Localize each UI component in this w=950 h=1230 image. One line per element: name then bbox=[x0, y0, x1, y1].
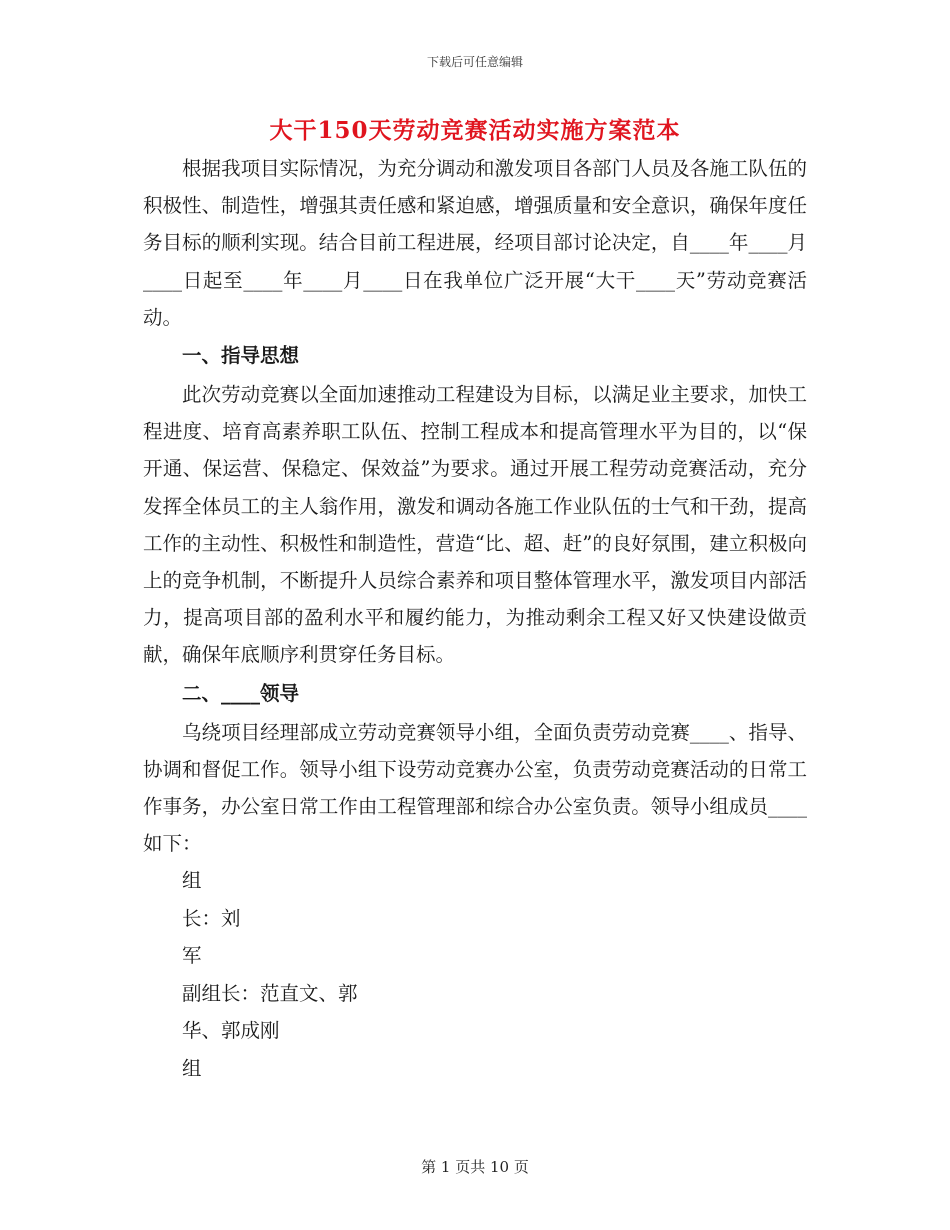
member-line: 副组长：范直文、郭 bbox=[182, 981, 358, 1005]
document-title: 大干150天劳动竞赛活动实施方案范本 bbox=[269, 117, 681, 144]
member-line: 组 bbox=[182, 869, 202, 893]
section-1-paragraph: 此次劳动竞赛以全面加速推动工程建设为目标，以满足业主要求，加快工程进度、培育高素养职工队伍、控制工程成本和提高管理水平为目的，以“保开通、保运营、保稳定、保效益”为要求。通过开展工程劳动竞赛活动，充分发挥全体员工的主人翁作用，激发和调动各施工作业队伍的士气和干劲，提高工作的主动性、积极性和制造性，营造“比、超、赶”的良好氛围，建立积极向上的竞争机制，不断提升人员综合素养和项目整体管理水平，激发项目内部活力，提高项目部的盈利水平和履约能力，为推动剩余工程又好又快建设做贡献，确保年底顺序利贯穿任务目标。 bbox=[143, 383, 807, 667]
section-1-heading: 一、指导思想 bbox=[182, 344, 300, 368]
document-body bbox=[143, 150, 807, 1087]
page-footer: 第 1 页共 10 页 bbox=[421, 1158, 529, 1176]
member-line: 长：刘 bbox=[182, 906, 241, 930]
member-line: 组 bbox=[182, 1056, 202, 1080]
member-line: 华、郭成刚 bbox=[182, 1019, 280, 1043]
header-note: 下载后可任意编辑 bbox=[426, 55, 523, 69]
intro-paragraph: 根据我项目实际情况，为充分调动和激发项目各部门人员及各施工队伍的积极性、制造性，增强其责任感和紧迫感，增强质量和安全意识，确保年度任务目标的顺利实现。结合目前工程进展，经项目部讨论决定，自____年____月____日起至____年____月____日在我单位广泛开展“大干____天”劳动竞赛活动。 bbox=[143, 157, 807, 329]
member-line: 军 bbox=[182, 944, 202, 968]
section-2-paragraph: 乌绕项目经理部成立劳动竞赛领导小组，全面负责劳动竞赛____、指导、协调和督促工作。领导小组下设劳动竞赛办公室，负责劳动竞赛活动的日常工作事务，办公室日常工作由工程管理部和综合办公室负责。领导小组成员____如下： bbox=[143, 720, 807, 856]
section-2-heading: 二、____领导 bbox=[182, 681, 300, 705]
